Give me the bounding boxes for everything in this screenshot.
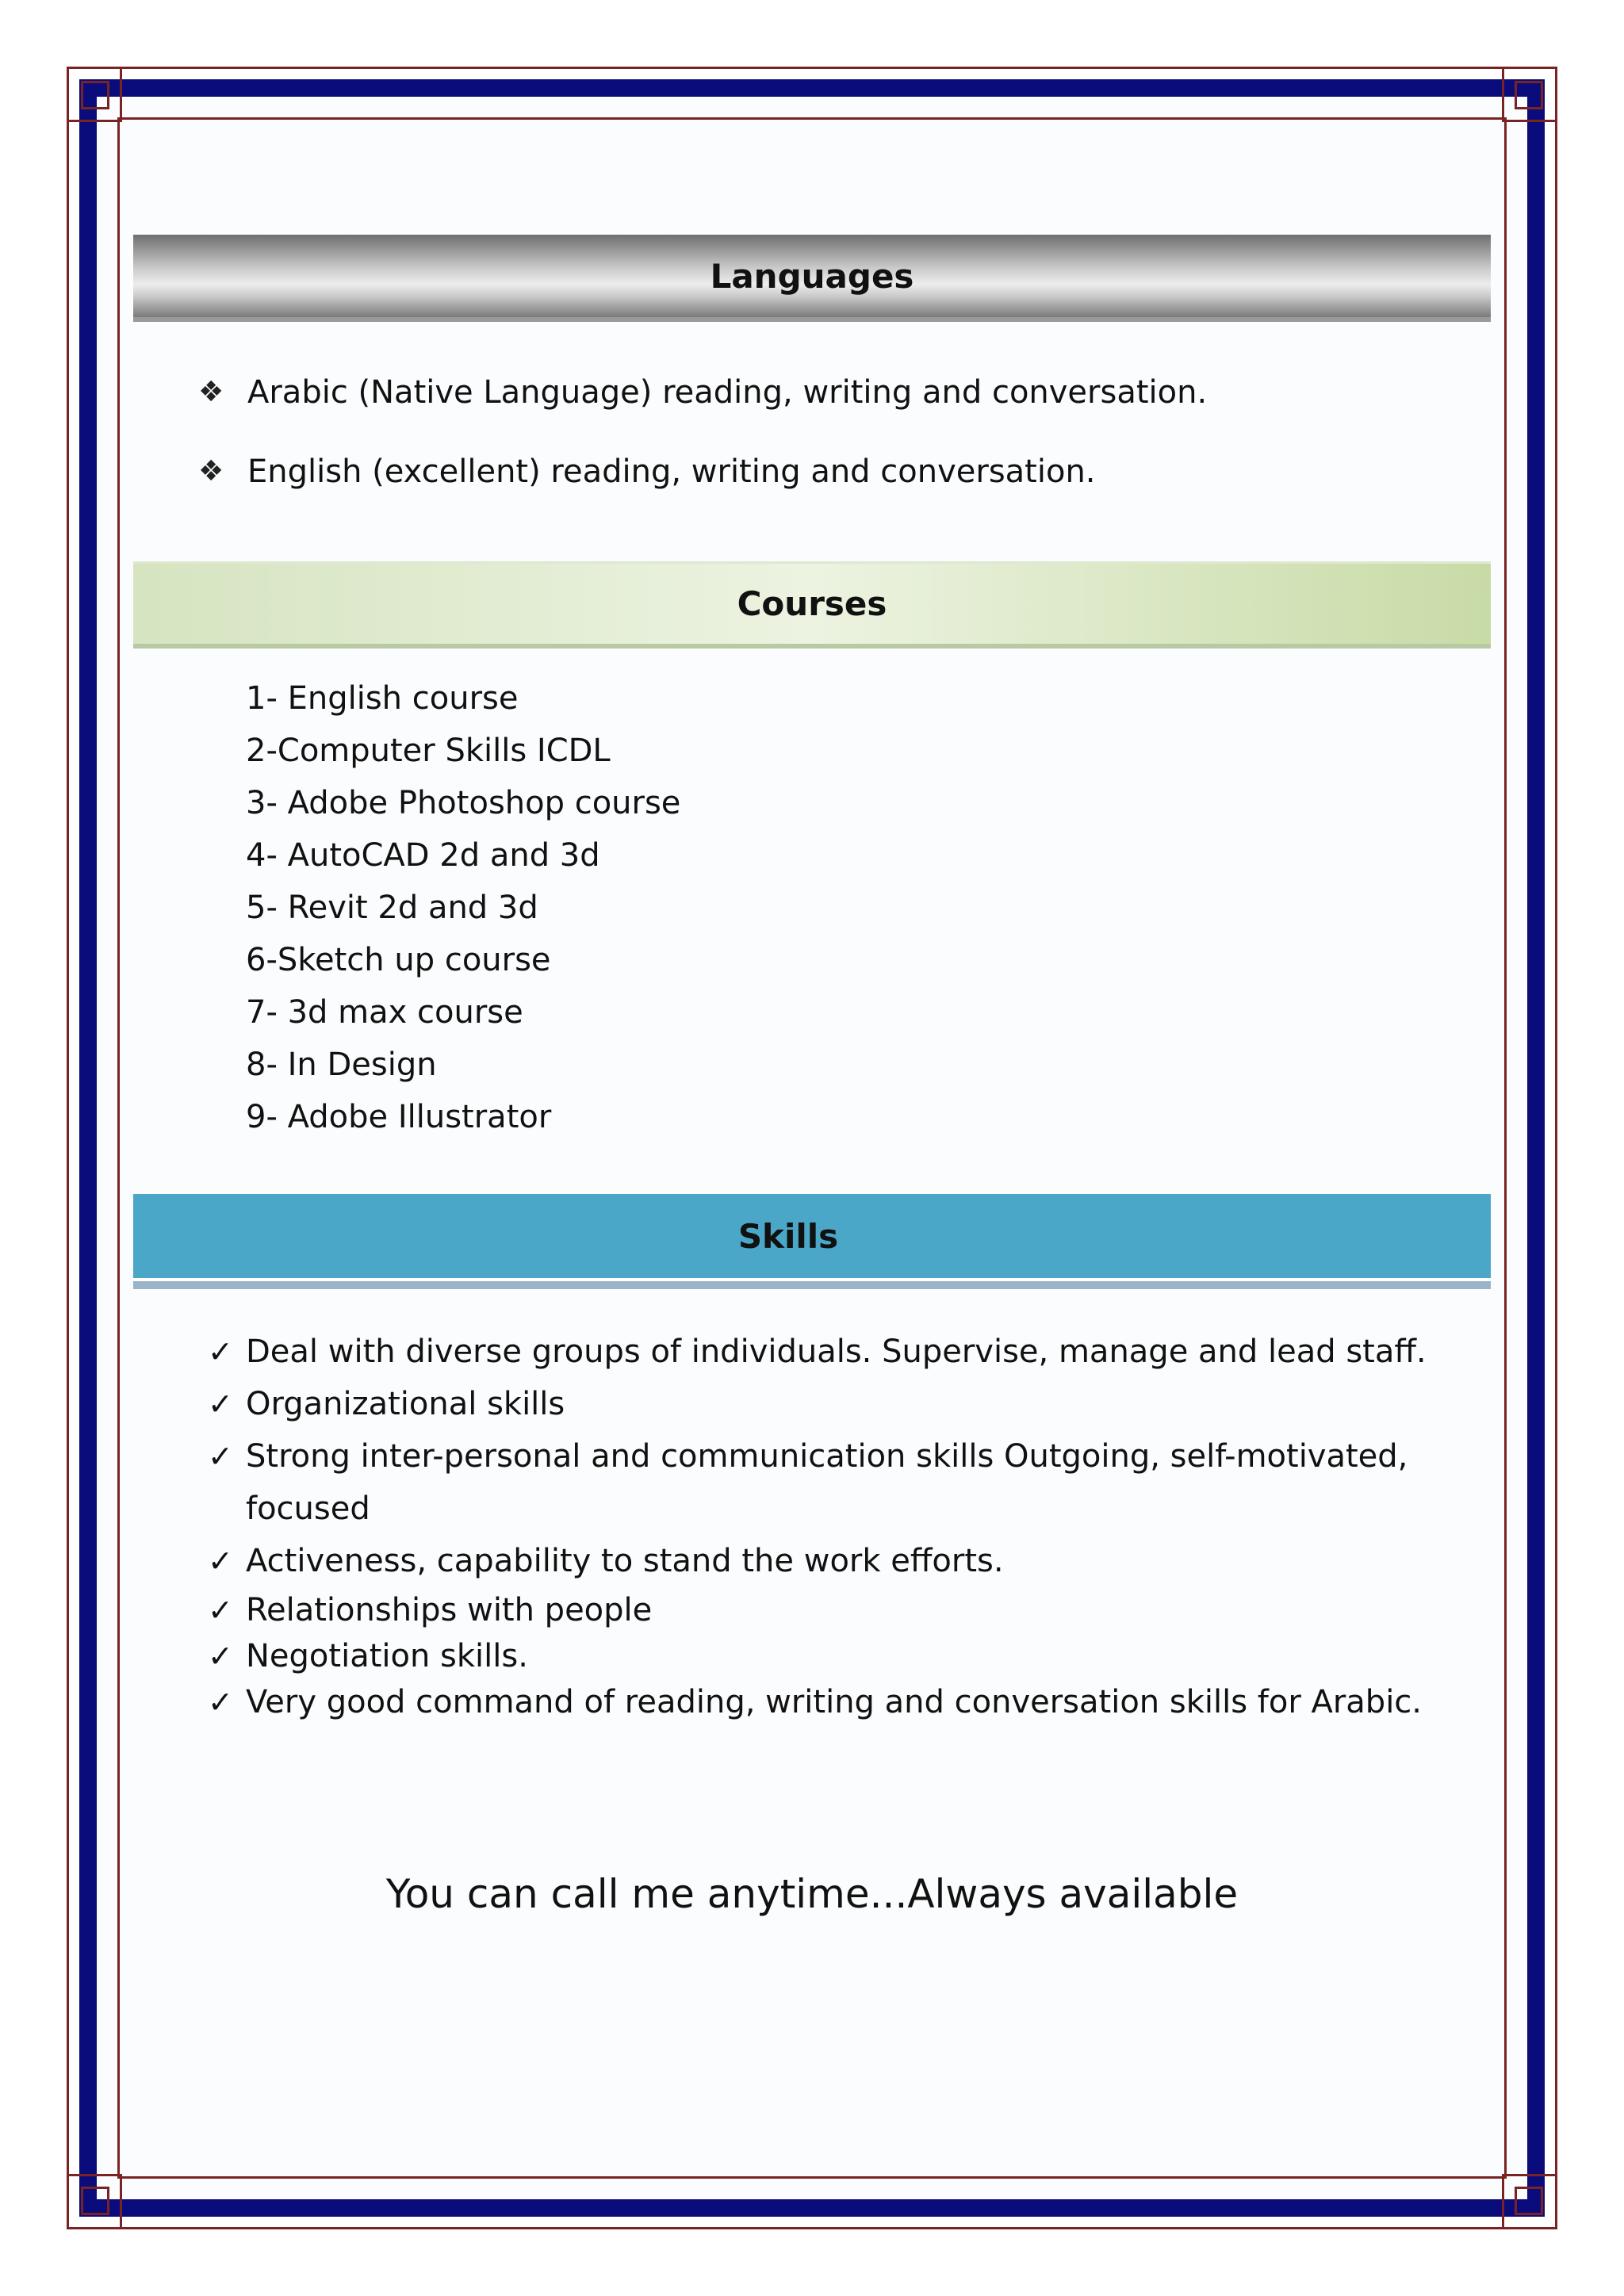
list-item [208,1430,1445,1535]
courses-list [246,672,680,1143]
list-item [208,1633,1445,1679]
skills-list [208,1326,1445,1725]
list-item [208,1535,1445,1587]
closing-statement: You can call me anytime...Always available [385,1871,1239,1917]
skill-text: Deal with diverse groups of individuals. Supervise, manage and lead staff. [246,1334,1427,1370]
list-item [208,1326,1445,1378]
skill-text: Activeness, capability to stand the work efforts. [246,1543,1004,1579]
corner-ornament-square [81,81,109,109]
skill-text: Very good command of reading, writing and conversation skills for Arabic. [246,1684,1423,1720]
corner-ornament-square [1515,2187,1543,2215]
courses-header [133,561,1491,649]
checkmark-icon: ✓ [208,1334,233,1369]
list-item: 1- English course [246,680,519,717]
diamond-bullet-icon: ❖ [198,376,224,408]
checkmark-icon: ✓ [208,1387,233,1422]
checkmark-icon: ✓ [208,1439,233,1474]
skill-text: Relationships with people [246,1592,653,1628]
list-item: 9- Adobe Illustrator [246,1099,552,1135]
courses-title: Courses [737,584,887,623]
list-item [198,432,1207,511]
list-item: 8- In Design [246,1047,437,1083]
corner-ornament-square [81,2187,109,2215]
checkmark-icon: ✓ [208,1544,233,1578]
languages-header [133,235,1491,322]
list-item [208,1679,1445,1725]
skills-header [133,1194,1491,1281]
corner-ornament-square [1515,81,1543,109]
languages-list [198,353,1207,511]
list-item: 5- Revit 2d and 3d [246,890,538,926]
list-item: 7- 3d max course [246,994,523,1031]
list-item: 6-Sketch up course [246,942,551,978]
languages-title: Languages [710,256,914,296]
skill-text: Strong inter-personal and communication skills Outgoing, self-motivated, focused [246,1438,1408,1527]
list-item: 4- AutoCAD 2d and 3d [246,837,600,874]
diamond-bullet-icon: ❖ [198,455,224,488]
language-text: Arabic (Native Language) reading, writing and conversation. [247,374,1208,411]
skill-text: Organizational skills [246,1386,565,1422]
list-item [198,353,1207,432]
list-item [208,1587,1445,1633]
skill-text: Negotiation skills. [246,1638,528,1674]
list-item [208,1378,1445,1430]
checkmark-icon: ✓ [208,1593,233,1628]
language-text: English (excellent) reading, writing and conversation. [247,453,1096,490]
skills-title: Skills [737,1216,839,1256]
list-item: 2-Computer Skills ICDL [246,733,611,769]
checkmark-icon: ✓ [208,1685,233,1720]
list-item: 3- Adobe Photoshop course [246,785,681,821]
checkmark-icon: ✓ [208,1639,233,1674]
